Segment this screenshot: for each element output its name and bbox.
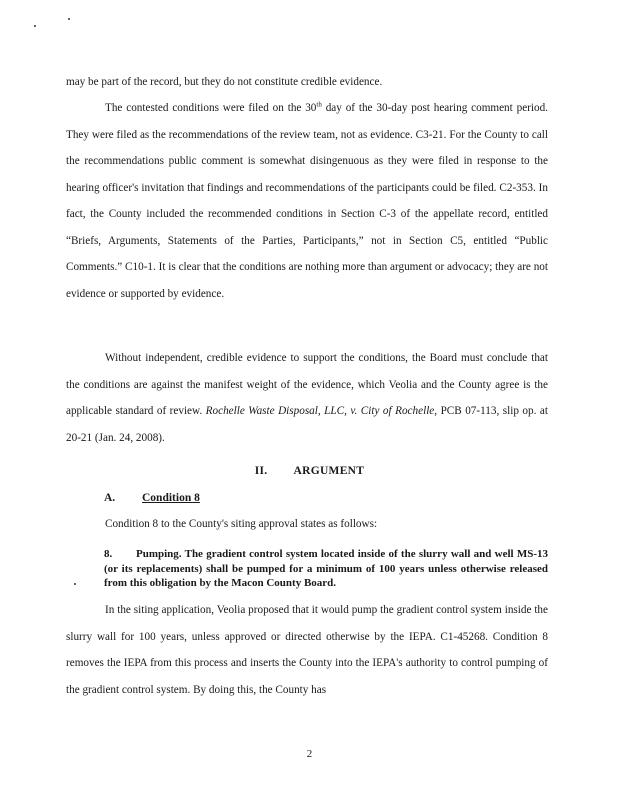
paragraph-siting-application: In the siting application, Veolia proposed that it would pump the gradient control system inside the slurry wall for 100 years, unless approved or directed otherwise by the IEPA. C1-45268. Condition 8 removes the IEPA from this process and inserts the County into the IEPA's authority to control pumping of the gradient control system. By doing this, the County has <box>66 604 548 696</box>
paragraph-standard-of-review: Without independent, credible evidence to support the conditions, the Board must conclude that the conditions are against the manifest weight of the evidence, which Veolia and the County agree is the applicable standard of review. Rochelle Waste Disposal, LLC, v. City of Rochelle, PCB 07-113, slip op. at 20-21 (Jan. 24, 2008). <box>66 352 548 444</box>
paragraph-continuation: may be part of the record, but they do not constitute credible evidence. <box>66 76 383 88</box>
page-number: 2 <box>306 748 313 760</box>
subsection-heading-condition-8: A. Condition 8 <box>104 492 200 504</box>
scan-speck <box>74 583 76 585</box>
scan-speck <box>34 25 36 27</box>
section-heading-argument: II. ARGUMENT <box>254 465 365 477</box>
paragraph-contested-conditions: The contested conditions were filed on the 30th day of the 30-day post hearing comment period. They were filed as the recommendations of the review team, not as evidence. C3-21. For the County to call the recommendations public comment is somewhat disingenuous as they were filed in response to the hearing officer's invitation that findings and recommendations of the participants could be filed. C2-353. In fact, the County included the recommended conditions in Section C-3 of the appellate record, entitled “Briefs, Arguments, Statements of the Parties, Participants,” not in Section C5, entitled “Public Comments.” C10-1. It is clear that the conditions are nothing more than argument or advocacy; they are not evidence or supported by evidence. <box>66 100 548 300</box>
scan-speck <box>68 18 70 20</box>
block-quote-condition-8: 8. Pumping. The gradient control system located inside of the slurry wall and well MS-13 (or its replacements) shall be pumped for a minimum of 100 years unless otherwise released from this obligation by the Macon County Board. <box>104 548 548 589</box>
paragraph-condition-intro: Condition 8 to the County's siting approval states as follows: <box>105 518 378 530</box>
case-citation: Rochelle Waste Disposal, LLC, v. City of Rochelle <box>205 405 435 417</box>
